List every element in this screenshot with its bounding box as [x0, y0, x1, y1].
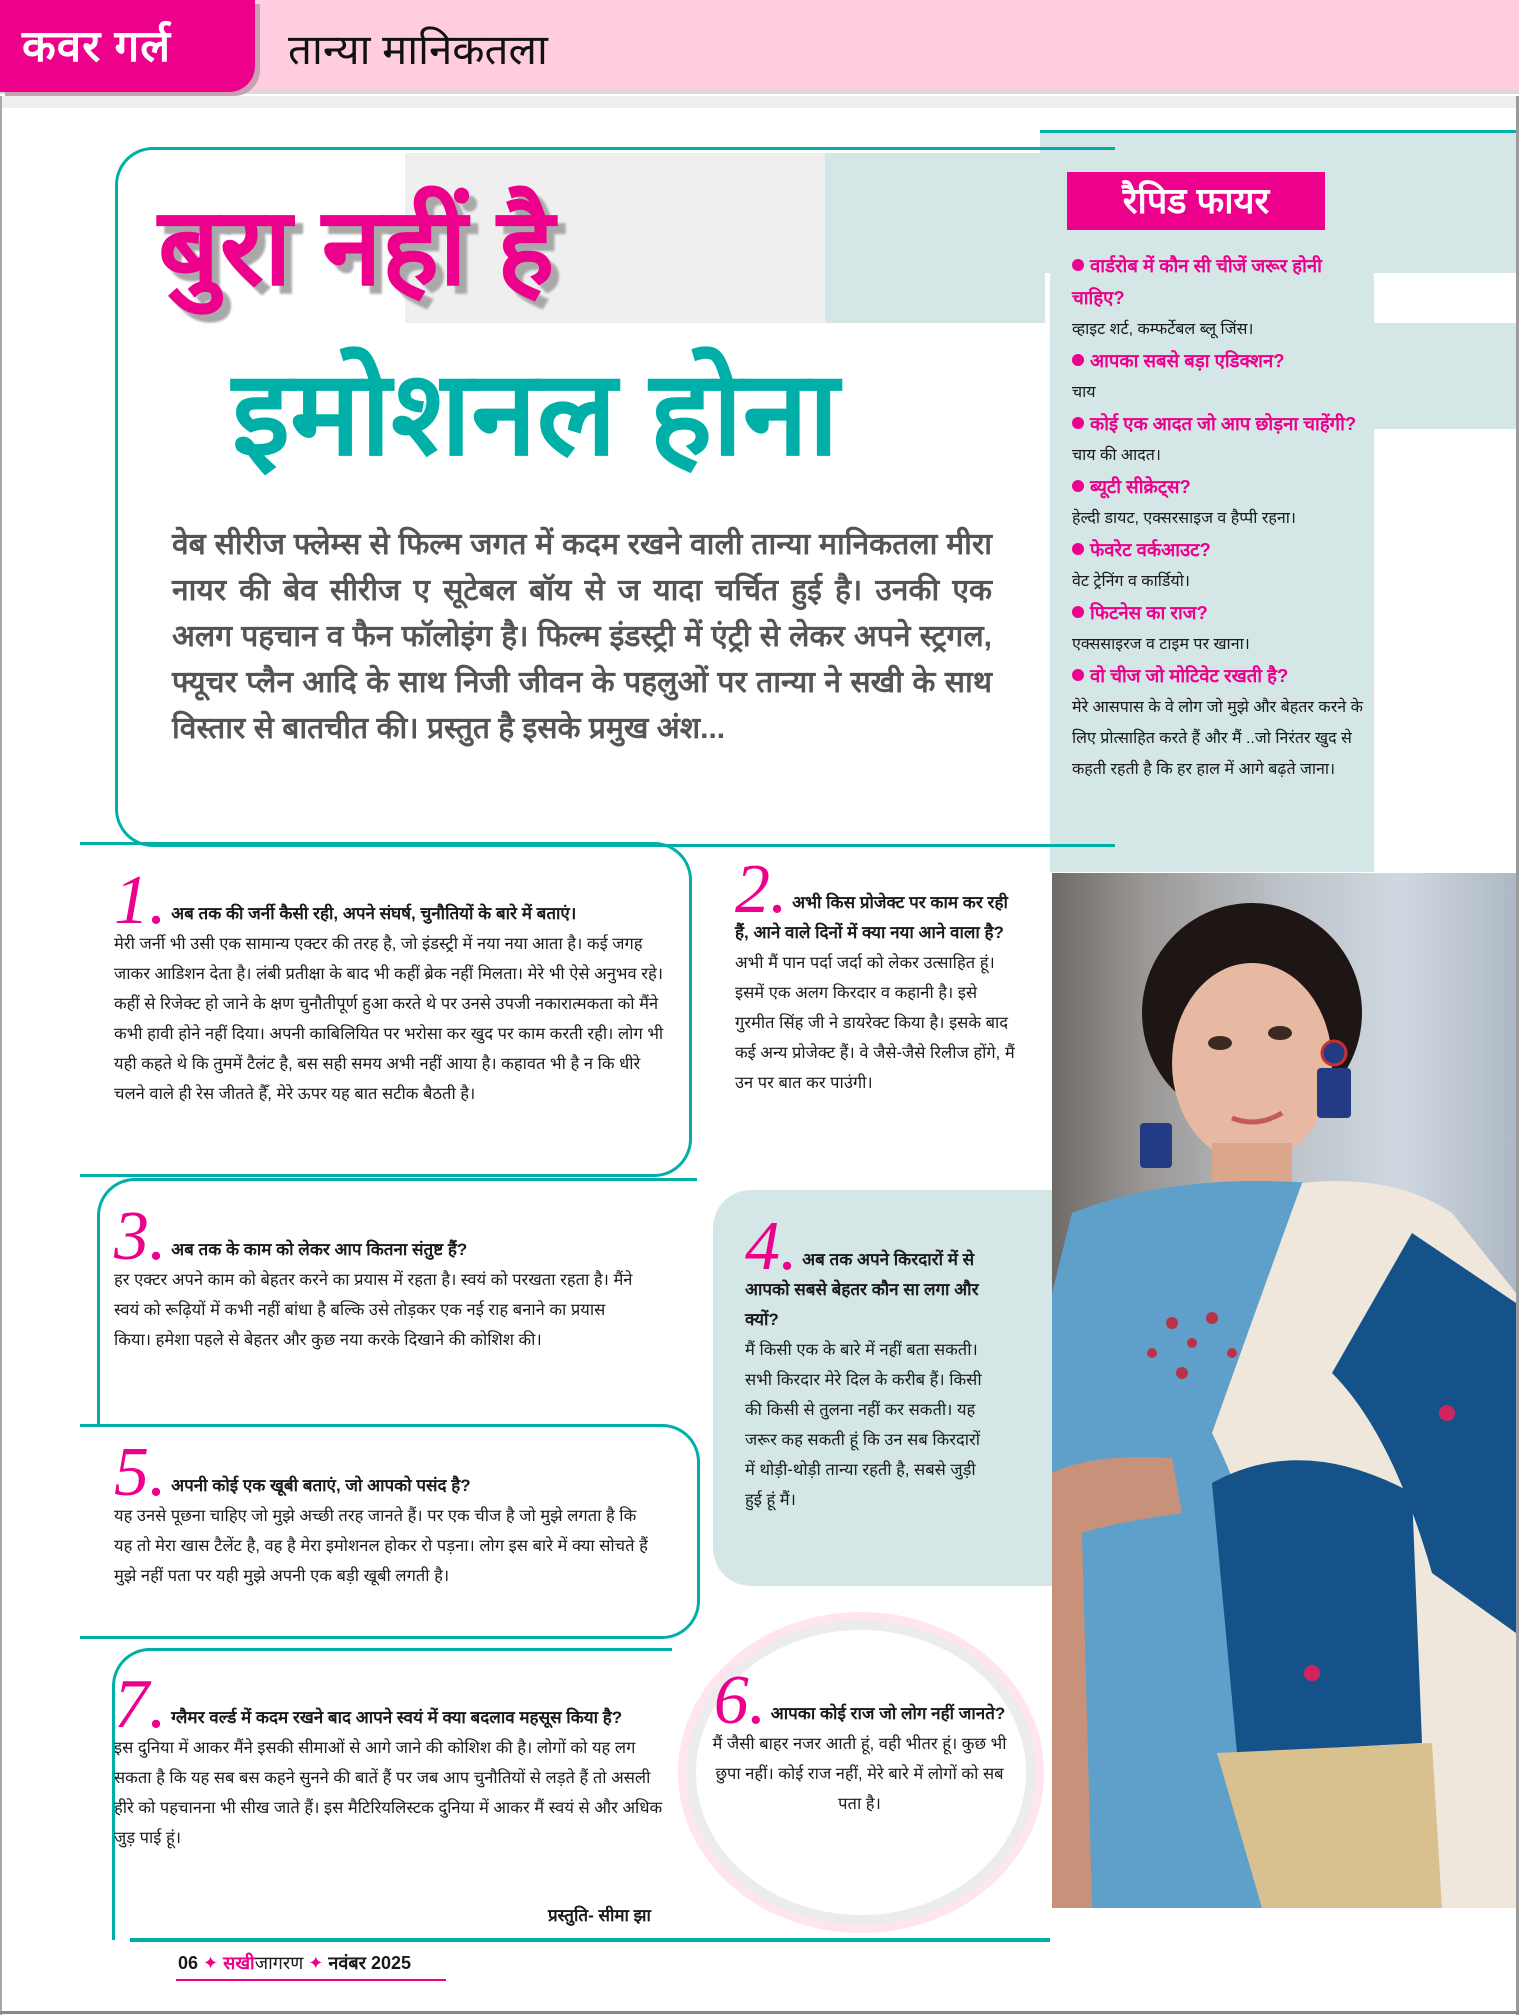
- qa-answer: अभी मैं पान पर्दा जर्दा को लेकर उत्साहित हूं। इसमें एक अलग किरदार व कहानी है। इसे गुरमीत सिंह जी ने डायरेक्ट किया है। इसके बाद कई अन्य प्रोजेक्ट हैं। वे जैसे-जैसे रिलीज होंगे, मैं उन पर बात कर पाउंगी।: [735, 954, 1015, 1092]
- rapid-fire-question: फिटनेस का राज?: [1072, 597, 1372, 629]
- qa-2: [735, 851, 1020, 1098]
- qa-answer: मेरी जर्नी भी उसी एक सामान्य एक्टर की तरह है, जो इंडस्ट्री में नया नया आता है। कई जगह जाकर आडिशन देता है। लंबी प्रतीक्षा के बाद भी कहीं ब्रेक नहीं मिलता। मेरे भी ऐसे अनुभव रहे। कहीं से रिजेक्ट हो जाने के क्षण चुनौतीपूर्ण हुआ करते थे पर उनसे उपजी नकारात्मकता को मैंने कभी हावी होने नहीं दिया। अपनी काबिलियित पर भरोसा कर खुद पर काम करती रही। लोग भी यही कहते थे कि तुममें टैलंट है, बस सही समय अभी नहीं आया है। कहावत भी है न कि धीरे चलने वाले ही रेस जीतते हैँ, मेरे ऊपर यह बात सटीक बैठती है।: [114, 935, 664, 1103]
- eye-shape: [1208, 1036, 1232, 1050]
- qa-6: [712, 1662, 1007, 1819]
- rapid-fire-title: रैपिड फायर: [1067, 172, 1325, 230]
- star-cross-icon: ✦: [308, 1953, 324, 1973]
- page-number: 06: [178, 1953, 199, 1973]
- left-page-rule: [0, 96, 2, 2015]
- qa-number: 3.: [114, 1198, 167, 1275]
- rapid-fire-answer: चाय की आदत।: [1072, 447, 1161, 464]
- rapid-fire-answer: वेट ट्रेनिंग व कार्डियो।: [1072, 573, 1190, 590]
- bullet-icon: [1072, 354, 1084, 366]
- qa-question: अब तक के काम को लेकर आप कितना संतुष्ट हैं?: [171, 1240, 468, 1259]
- qa-question: आपका कोई राज जो लोग नहीं जानते?: [770, 1704, 1006, 1723]
- section-tag-label: कवर गर्ल: [22, 22, 172, 71]
- footer-teal-rule: [130, 1938, 1050, 1942]
- cover-photo-illustration: [1052, 873, 1516, 1908]
- header-shadow-strip: [0, 96, 1519, 108]
- rapid-fire-question: आपका सबसे बड़ा एडिक्शन?: [1072, 345, 1372, 377]
- qa-answer: मैं जैसी बाहर नजर आती हूं, वही भीतर हूं। कुछ भी छुपा नहीं। कोई राज नहीं, मेरे बारे में लोगों को सब पता है।: [712, 1735, 1007, 1813]
- qa-4: [745, 1208, 990, 1515]
- qa-question: ग्लैमर वर्ल्ड में कदम रखने बाद आपने स्वयं में क्या बदलाव महसूस किया है?: [171, 1708, 623, 1727]
- face-shape: [1172, 963, 1332, 1163]
- qa-number: 5.: [114, 1434, 167, 1511]
- rapid-fire-question: कोई एक आदत जो आप छोड़ना चाहेंगी?: [1072, 408, 1372, 440]
- headline-line-1: बुरा नहीं है: [158, 186, 555, 307]
- rapid-fire-question: ब्यूटी सीक्रेट्स?: [1072, 471, 1372, 503]
- qa-number: 2.: [735, 851, 788, 928]
- qa-3: [114, 1198, 634, 1355]
- brand-part-2: जागरण: [254, 1953, 304, 1973]
- qa-question: अब तक अपने किरदारों में से आपको सबसे बेहतर कौन सा लगा और क्यों?: [745, 1250, 979, 1329]
- rapid-fire-list: [1072, 250, 1372, 785]
- issue-date: नवंबर 2025: [328, 1953, 412, 1973]
- bullet-icon: [1072, 417, 1084, 429]
- byline: प्रस्तुति- सीमा झा: [548, 1906, 651, 1925]
- qa-number: 4.: [745, 1208, 798, 1285]
- qa-answer: इस दुनिया में आकर मैंने इसकी सीमाओं से आगे जाने की कोशिश की है। लोगों को यह लग सकता है कि यह सब बस कहने सुनने की बातें हैं पर जब आप चुनौतियों से लड़ते हैं तो असली हीरे को पहचानना भी सीख जाते हैं। इस मैटिरियलिस्टक दुनिया में आकर मैं स्वयं से और अधिक जुड़ पाई हूं।: [114, 1739, 663, 1847]
- qa-1: [114, 862, 674, 1109]
- bullet-icon: [1072, 480, 1084, 492]
- headline-line-2: इमोशनल होना: [232, 348, 839, 480]
- rapid-fire-question: वार्डरोब में कौन सी चीजें जरूर होनी चाहिए?: [1072, 255, 1322, 308]
- earring-shape: [1140, 1123, 1172, 1168]
- qa-number: 1.: [114, 862, 167, 939]
- earring-shape: [1322, 1041, 1346, 1065]
- qa-question: अभी किस प्रोजेक्ट पर काम कर रही हैं, आने वाले दिनों में क्या नया आने वाला है?: [735, 893, 1008, 942]
- bullet-icon: [1072, 606, 1084, 618]
- rapid-fire-panel-bg: [1374, 323, 1516, 429]
- qa-7: [114, 1666, 674, 1853]
- rapid-fire-answer: व्हाइट शर्ट, कम्फर्टेबल ब्लू जिंस।: [1072, 321, 1254, 338]
- qa-number: 6.: [713, 1662, 767, 1739]
- bullet-icon: [1072, 543, 1084, 555]
- rapid-fire-answer: चाय: [1072, 384, 1096, 401]
- bullet-icon: [1072, 259, 1084, 271]
- sari-blue-panel: [1212, 1460, 1422, 1753]
- rapid-fire-question: फेवरेट वर्कआउट?: [1072, 534, 1372, 566]
- intro-paragraph: वेब सीरीज फ्लेम्स से फिल्म जगत में कदम रखने वाली तान्या मानिकतला मीरा नायर की बेव सीरीज ए सूटेबल बॉय से ज यादा चर्चित हुई है। उनकी एक अलग पहचान व फैन फॉलोइंग है। फिल्म इंडस्ट्री में एंट्री से लेकर अपने स्ट्रगल, फ्यूचर प्लैन आदि के साथ निजी जीवन के पहलुओं पर तान्या ने सखी के साथ विस्तार से बातचीत की। प्रस्तुत है इसके प्रमुख अंश...: [172, 528, 992, 745]
- rapid-fire-answer: मेरे आसपास के वे लोग जो मुझे और बेहतर करने के लिए प्रोत्साहित करते हैं और मैं ..जो निरंतर खुद से कहती रहती है कि हर हाल में आगे बढ़ते जाना।: [1072, 699, 1363, 778]
- motif-shape: [1439, 1405, 1455, 1421]
- section-tag: [0, 0, 255, 92]
- bullet-icon: [1072, 669, 1084, 681]
- folio-pink-rule: [176, 1979, 446, 1981]
- qa-answer: यह उनसे पूछना चाहिए जो मुझे अच्छी तरह जानते हैं। पर एक चीज है जो मुझे लगता है कि यह तो मेरा खास टैलेंट है, वह है मेरा इमोशनल होकर रो पड़ना। लोग इस बारे में क्या सोचते हैं मुझे नहीं पता पर यही मुझे अपनी एक बड़ी खूबी लगती है।: [114, 1507, 648, 1585]
- eye-shape: [1268, 1026, 1292, 1040]
- earring-shape: [1317, 1068, 1351, 1118]
- rapid-fire-question: वो चीज जो मोटिवेट रखती है?: [1072, 660, 1372, 692]
- person-name: तान्या मानिकतला: [288, 26, 548, 73]
- cover-photo: [1052, 873, 1516, 1908]
- folio: [178, 1951, 411, 1975]
- brand-part-1: सखी: [223, 1953, 255, 1973]
- qa-answer: मैं किसी एक के बारे में नहीं बता सकती। सभी किरदार मेरे दिल के करीब हैं। किसी की किसी से तुलना नहीं कर सकती। यह जरूर कह सकती हूं कि उन सब किरदारों में थोड़ी-थोड़ी तान्या रहती है, सबसे जुड़ी हुई हूं मैं।: [745, 1341, 982, 1509]
- qa-question: अपनी कोई एक खूबी बताएं, जो आपको पसंद है?: [171, 1476, 471, 1495]
- rapid-fire-answer: हेल्दी डायट, एक्सरसाइज व हैप्पी रहना।: [1072, 510, 1296, 527]
- qa-question: अब तक की जर्नी कैसी रही, अपने संघर्ष, चुनौतियों के बारे में बताएं।: [171, 904, 577, 923]
- motif-shape: [1304, 1665, 1320, 1681]
- qa-5: [114, 1434, 654, 1591]
- qa-number: 7.: [114, 1666, 167, 1743]
- rapid-fire-answer: एक्ससाइरज व टाइम पर खाना।: [1072, 636, 1250, 653]
- star-cross-icon: ✦: [203, 1953, 219, 1973]
- bottom-page-rule: [0, 2011, 1519, 2014]
- qa-answer: हर एक्टर अपने काम को बेहतर करने का प्रयास में रहता है। स्वयं को परखता रहता है। मैंने स्वयं को रूढ़ियों में कभी नहीं बांधा है बल्कि उसे तोड़कर एक नई राह बनाने का प्रयास किया। हमेशा पहले से बेहतर और कुछ नया करके दिखाने की कोशिश की।: [114, 1271, 633, 1349]
